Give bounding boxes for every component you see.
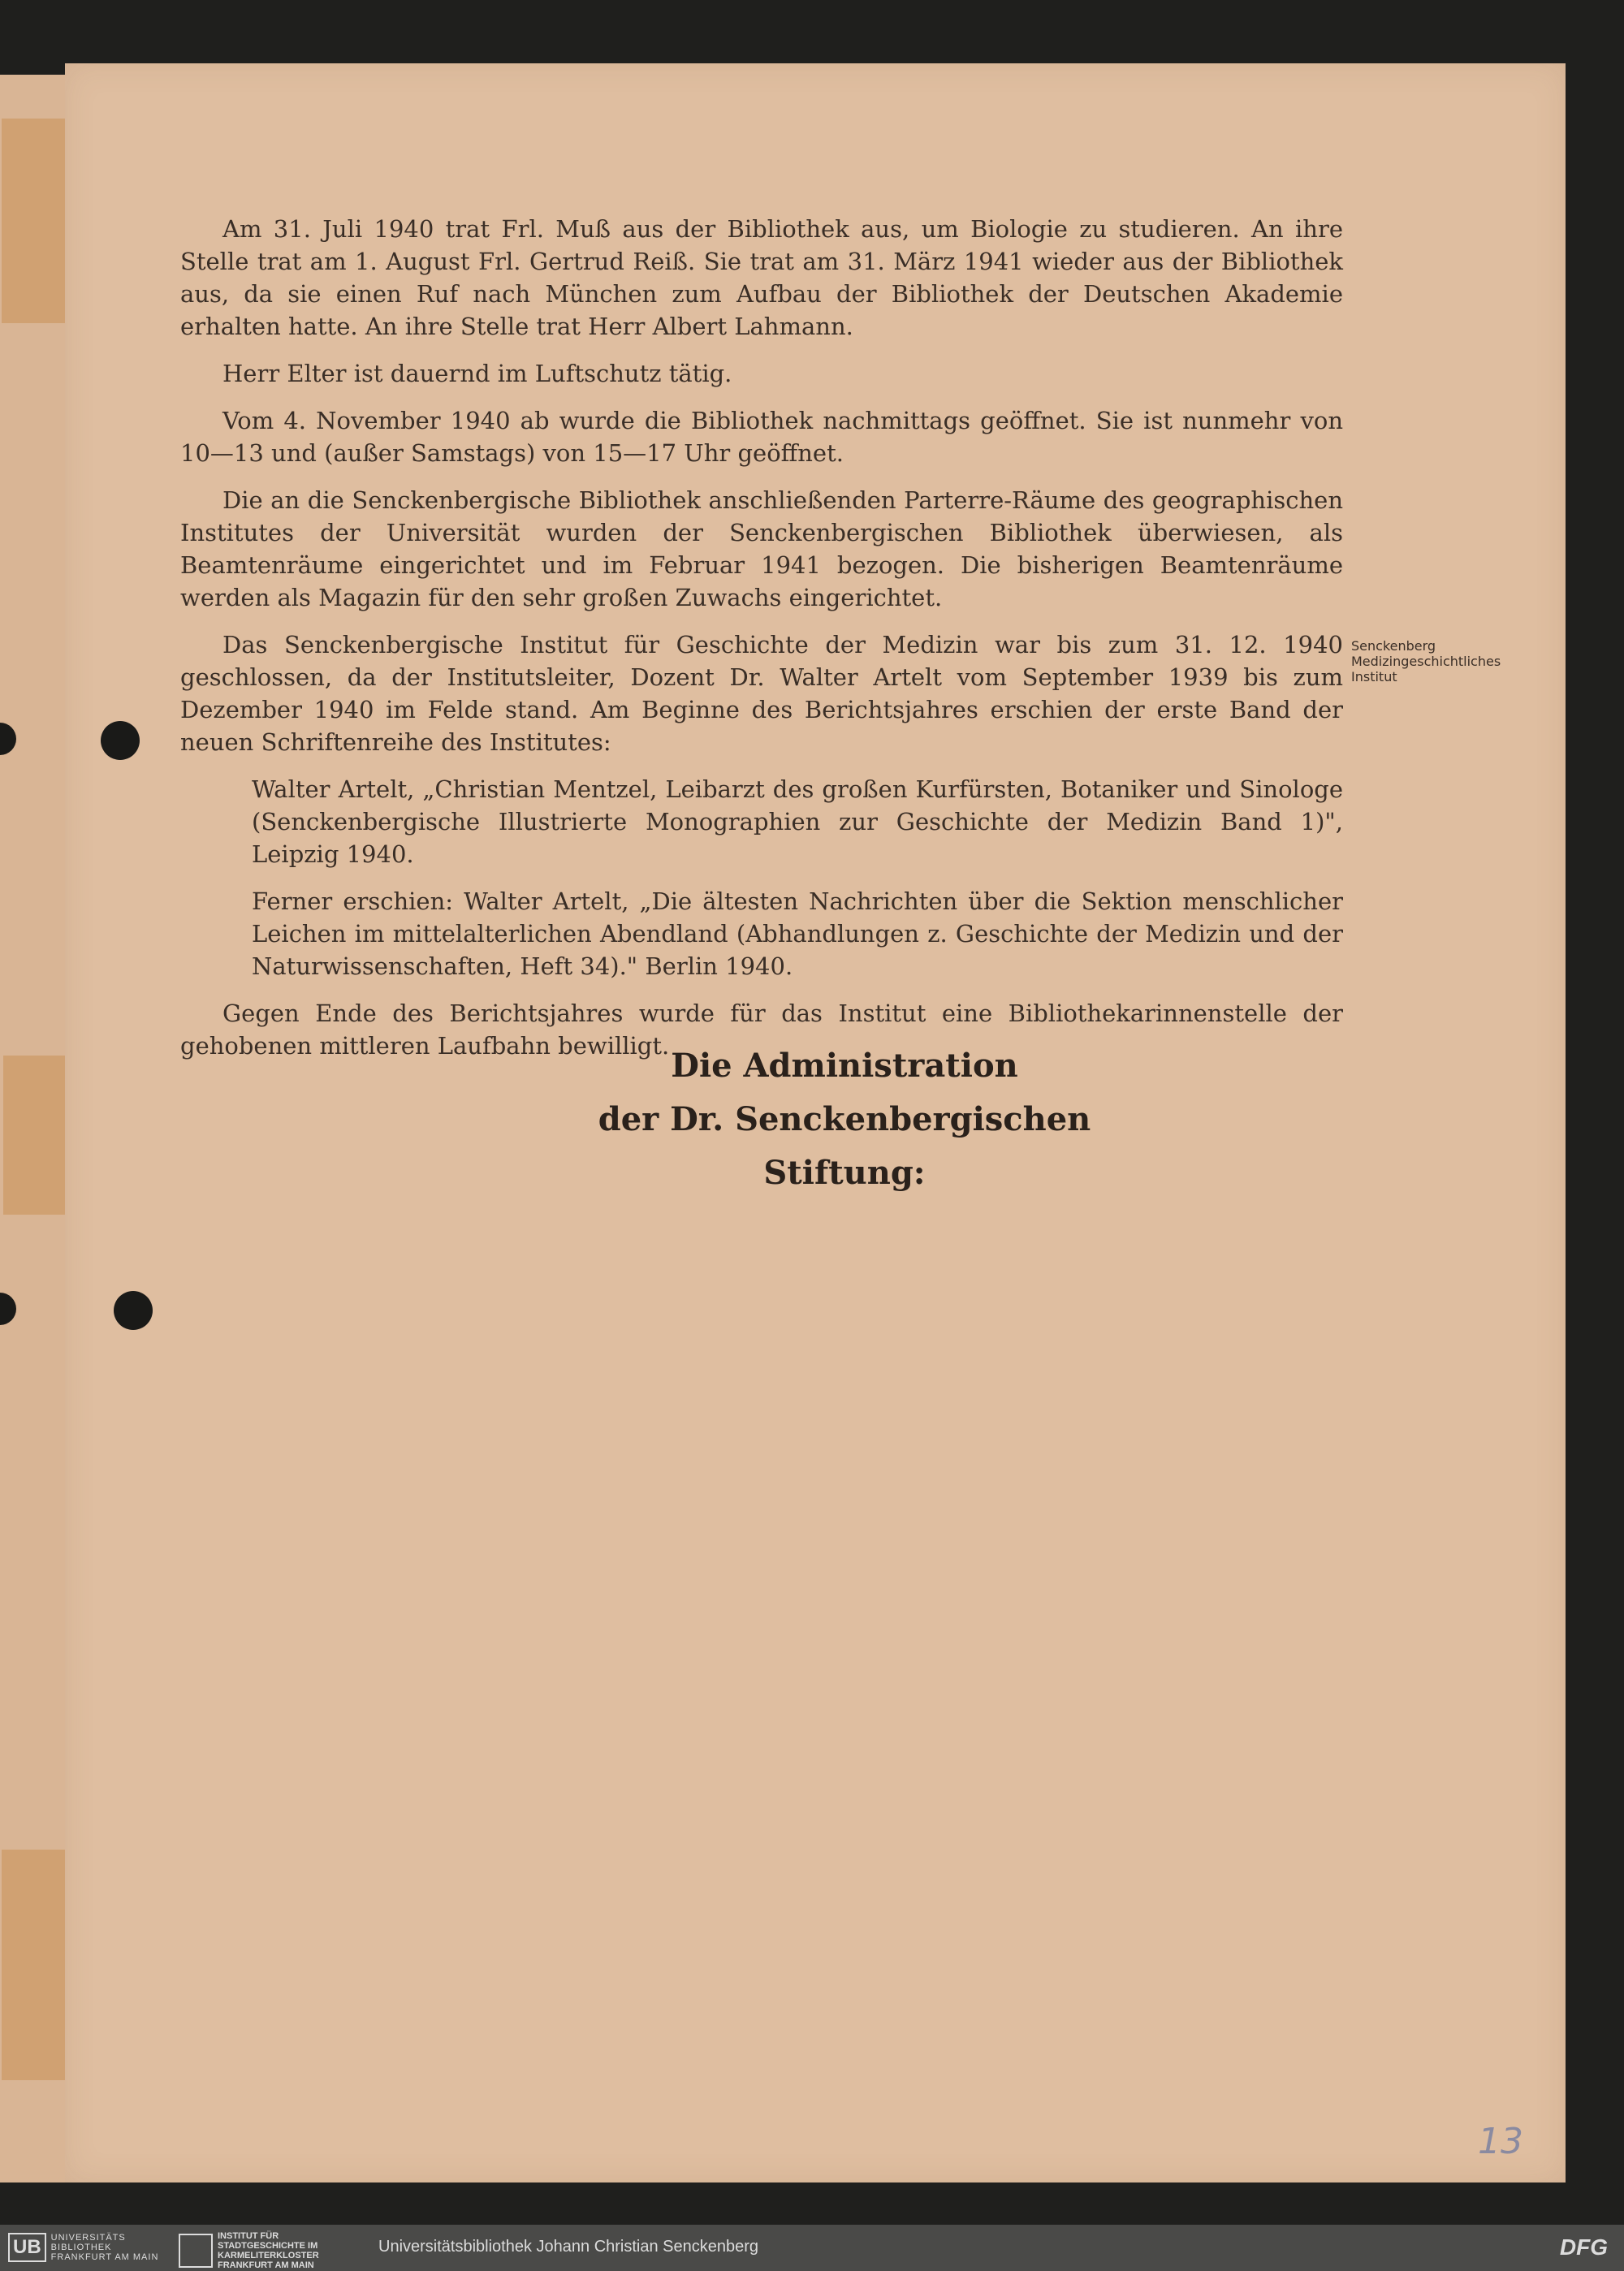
punch-hole: [101, 721, 140, 760]
citation: Walter Artelt, „Christian Mentzel, Leibarzt des großen Kurfürsten, Botaniker und Sinologe (Senckenbergische Illustrierte Monographien zur Geschichte der Medizin Band 1)", Leipzig 1940.: [252, 775, 1343, 868]
ub-logo-text: UNIVERSITÄTS BIBLIOTHEK FRANKFURT AM MAIN: [50, 2233, 159, 2262]
viewer-footer: [0, 2225, 1624, 2271]
page-number: 13: [1478, 2121, 1523, 2162]
signature-block: [520, 1039, 1169, 1200]
signature-line: der Dr. Senckenbergischen Stiftung:: [598, 1100, 1091, 1192]
paragraph: Vom 4. November 1940 ab wurde die Bibliothek nachmittags geöffnet. Sie ist nunmehr von 10—13 und (außer Samstags) von 15—17 Uhr geöffnet.: [180, 407, 1343, 467]
report-text: [180, 213, 1343, 1077]
institute-logo-text: INSTITUT FÜR STADTGESCHICHTE IM KARMELITERKLOSTER FRANKFURT AM MAIN: [218, 2231, 319, 2270]
margin-note: Senckenberg Medizingeschichtliches Institut: [1351, 638, 1501, 684]
paragraph: Das Senckenbergische Institut für Geschichte der Medizin war bis zum 31. 12. 1940 geschlossen, da der Institutsleiter, Dozent Dr. Walter Artelt vom September 1939 bis zum Dezember 1940 im Felde stand. Am Beginne des Berichtsjahres erschien der erste Band der neuen Schriftenreihe des Institutes:: [180, 631, 1343, 756]
paragraph: Am 31. Juli 1940 trat Frl. Muß aus der Bibliothek aus, um Biologie zu studieren. An ihre Stelle trat am 1. August Frl. Gertrud Reiß. Sie trat am 31. März 1941 wieder aus der Bibliothek aus, da sie einen Ruf nach München zum Aufbau der Bibliothek der Deutschen Akademie erhalten hatte. An ihre Stelle trat Herr Albert Lahmann.: [180, 215, 1343, 340]
institute-logo-icon: [179, 2234, 213, 2268]
ub-logo[interactable]: [8, 2233, 173, 2262]
dfg-logo[interactable]: DFG: [1559, 2234, 1608, 2260]
punch-hole: [114, 1291, 153, 1330]
institute-logo[interactable]: [179, 2231, 348, 2270]
library-credit: Universitätsbibliothek Johann Christian Senckenberg: [378, 2238, 759, 2256]
paragraph: Herr Elter ist dauernd im Luftschutz tätig.: [222, 360, 732, 387]
signature-line: Die Administration: [671, 1047, 1018, 1085]
ub-logo-mark: UB: [8, 2233, 46, 2262]
paragraph: Die an die Senckenbergische Bibliothek anschließenden Parterre-Räume des geographischen Institutes der Universität wurden der Senckenbergischen Bibliothek überwiesen, als Beamtenräume eingerichtet und im Februar 1941 bezogen. Die bisherigen Beamtenräume werden als Magazin für den sehr großen Zuwachs eingerichtet.: [180, 486, 1343, 611]
citation: Ferner erschien: Walter Artelt, „Die ältesten Nachrichten über die Sektion menschlicher Leichen im mittelalterlichen Abendland (Abhandlungen z. Geschichte der Medizin und der Naturwissenschaften, Heft 34)." Berlin 1940.: [252, 887, 1343, 980]
paragraph: Gegen Ende des Berichtsjahres wurde für das Institut eine Bibliothekarinnenstelle der gehobenen mittleren Laufbahn bewilligt.: [180, 999, 1343, 1060]
